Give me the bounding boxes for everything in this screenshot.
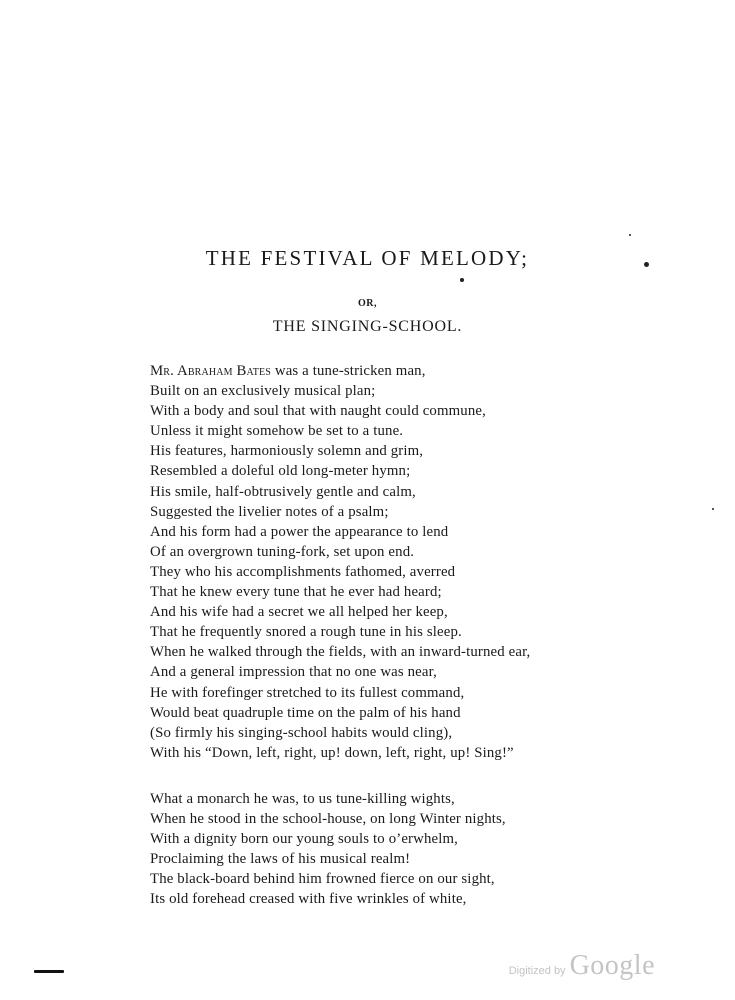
watermark-prefix: Digitized by [508,965,566,977]
poem-line: He with forefinger stretched to its fullest command, [150,684,465,701]
poem-line: The black-board behind him frowned fierce on our sight, [150,871,495,888]
poem-line: Its old forehead creased with five wrinkles of white, [150,891,467,908]
poem-line: That he frequently snored a rough tune in his sleep. [150,624,462,641]
poem-line-text: was a tune-stricken man, [271,363,426,379]
poem-line [150,361,530,381]
poem-line: They who his accomplishments fathomed, averred [150,563,456,580]
poem-line: When he walked through the fields, with an inward-turned ear, [150,644,531,661]
margin-dash [34,970,64,973]
poem-line: With a dignity born our young souls to o’erwhelm, [150,831,458,848]
poem-line: That he knew every tune that he ever had heard; [150,584,442,601]
stanza-2 [150,789,506,910]
poem-line: With a body and soul that with naught could commune, [150,403,486,420]
poem-line: His smile, half-obtrusively gentle and calm, [150,483,416,500]
watermark-logo: Google [569,950,655,981]
poem-line: (So firmly his singing-school habits would cling), [150,724,453,741]
poem-title: THE FESTIVAL OF MELODY; [205,246,530,270]
poem-line: With his “Down, left, right, up! down, left, right, up! Sing!” [150,744,514,761]
poem-line: When he stood in the school-house, on long Winter nights, [150,811,506,828]
poem-line: Built on an exclusively musical plan; [150,383,376,400]
poem-or: OR, [358,298,377,309]
poem-line: And his wife had a secret we all helped her keep, [150,604,448,621]
poem-line: Proclaiming the laws of his musical realm! [150,851,411,868]
ink-speck [712,508,714,510]
poem-line: Of an overgrown tuning-fork, set upon end. [150,543,415,560]
poem-line: And a general impression that no one was near, [150,664,437,681]
ink-speck [629,234,631,236]
google-watermark [509,950,655,982]
poem-line: Unless it might somehow be set to a tune. [150,423,404,440]
poem-line: Suggested the livelier notes of a psalm; [150,503,389,520]
poem-line: Would beat quadruple time on the palm of his hand [150,704,461,721]
stanza-1 [150,361,530,763]
poem-line: His features, harmoniously solemn and grim, [150,443,424,460]
character-name: Mr. Abraham Bates [150,363,272,379]
poem-line: What a monarch he was, to us tune-killing wights, [150,791,455,807]
poem-subtitle: THE SINGING-SCHOOL. [272,318,463,335]
poem-line: Resembled a doleful old long-meter hymn; [150,463,411,480]
poem-line: And his form had a power the appearance to lend [150,523,449,540]
ink-speck [460,278,464,282]
